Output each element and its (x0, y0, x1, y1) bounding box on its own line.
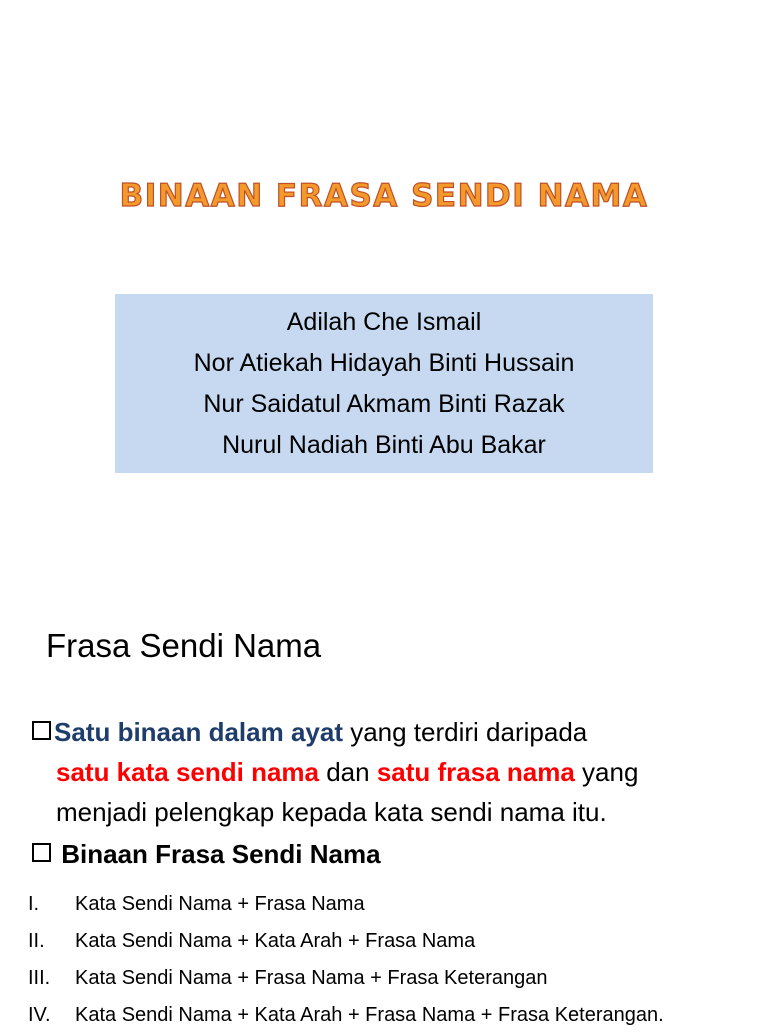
bullet-line (32, 712, 752, 752)
checkbox-bullet-icon (32, 843, 51, 862)
structure-list (28, 886, 768, 1034)
body-text: yang terdiri daripada (342, 717, 588, 747)
checkbox-bullet-icon (32, 721, 51, 740)
body-text: menjadi pelengkap kepada kata sendi nama itu. (56, 797, 607, 827)
content-slide (0, 576, 768, 1024)
list-text: Kata Sendi Nama + Frasa Nama (75, 893, 365, 915)
author-name: Adilah Che Ismail (286, 307, 482, 336)
list-item (28, 960, 768, 997)
structure-bullet (32, 839, 381, 870)
bullet-line (32, 752, 752, 792)
slide-heading: Frasa Sendi Nama (46, 627, 322, 664)
list-number: I. (28, 893, 40, 915)
list-number: II. (28, 930, 45, 952)
definition-bullet (32, 712, 752, 832)
slide-title: BINAAN FRASA SENDI NAMA (119, 178, 649, 214)
list-item (28, 923, 768, 960)
list-text: Kata Sendi Nama + Frasa Nama + Frasa Keterangan (75, 967, 548, 989)
author-name: Nur Saidatul Akmam Binti Razak (203, 389, 565, 418)
emphasis-text: Satu binaan dalam ayat (54, 717, 343, 747)
bullet-line (32, 792, 752, 832)
structure-heading: Binaan Frasa Sendi Nama (61, 839, 381, 869)
list-number: III. (28, 967, 51, 989)
author-name: Nurul Nadiah Binti Abu Bakar (222, 430, 546, 459)
list-item (28, 886, 768, 923)
list-item (28, 997, 768, 1034)
body-text: yang (574, 757, 639, 787)
body-text: dan (319, 757, 377, 787)
list-text: Kata Sendi Nama + Kata Arah + Frasa Nama + Frasa Keterangan. (75, 1004, 664, 1026)
author-name: Nor Atiekah Hidayah Binti Hussain (193, 348, 575, 377)
emphasis-text: satu frasa nama (376, 757, 575, 787)
list-text: Kata Sendi Nama + Kata Arah + Frasa Nama (75, 930, 476, 952)
emphasis-text: satu kata sendi nama (56, 757, 319, 787)
authors-box (115, 294, 653, 473)
list-number: IV. (28, 1004, 51, 1026)
